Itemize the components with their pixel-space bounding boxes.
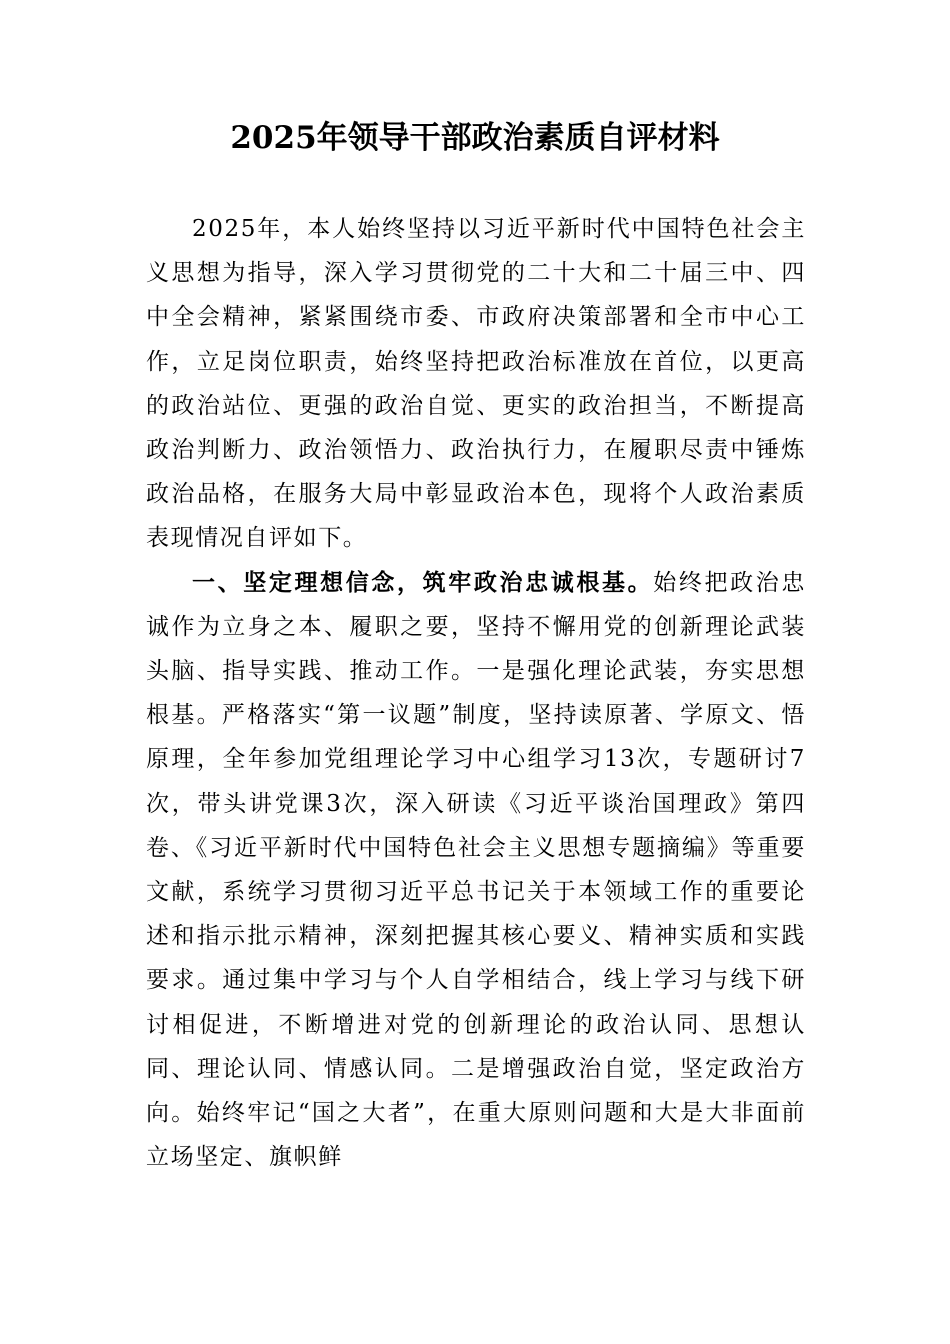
intro-paragraph-text: 2025年，本人始终坚持以习近平新时代中国特色社会主义思想为指导，深入学习贯彻党的二十大和二十届三中、四中全会精神，紧紧围绕市委、市政府决策部署和全市中心工作，立足岗位职责，始终坚持把政治标准放在首位，以更高的政治站位、更强的政治自觉、更实的政治担当，不断提高政治判断力、政治领悟力、政治执行力，在履职尽责中锤炼政治品格，在服务大局中彰显政治本色，现将个人政治素质表现情况自评如下。 xyxy=(146,216,806,552)
document-title: 2025年领导干部政治素质自评材料 xyxy=(230,120,720,156)
document-body xyxy=(146,207,806,1179)
section-one-paragraph xyxy=(146,561,806,1180)
section-one-text: 始终把政治忠诚作为立身之本、履职之要，坚持不懈用党的创新理论武装头脑、指导实践、推动工作。一是强化理论武装，夯实思想根基。严格落实“第一议题”制度，坚持读原著、学原文、悟原理，全年参加党组理论学习中心组学习13次，专题研讨7次，带头讲党课3次，深入研读《习近平谈治国理政》第四卷、《习近平新时代中国特色社会主义思想专题摘编》等重要文献，系统学习贯彻习近平总书记关于本领域工作的重要论述和指示批示精神，深刻把握其核心要义、精神实质和实践要求。通过集中学习与个人自学相结合，线上学习与线下研讨相促进，不断增进对党的创新理论的政治认同、思想认同、理论认同、情感认同。二是增强政治自觉，坚定政治方向。始终牢记“国之大者”，在重大原则问题和大是大非面前立场坚定、旗帜鲜 xyxy=(146,569,806,1171)
section-one-heading: 一、坚定理想信念，筑牢政治忠诚根基。 xyxy=(192,569,654,596)
intro-paragraph xyxy=(146,207,806,561)
